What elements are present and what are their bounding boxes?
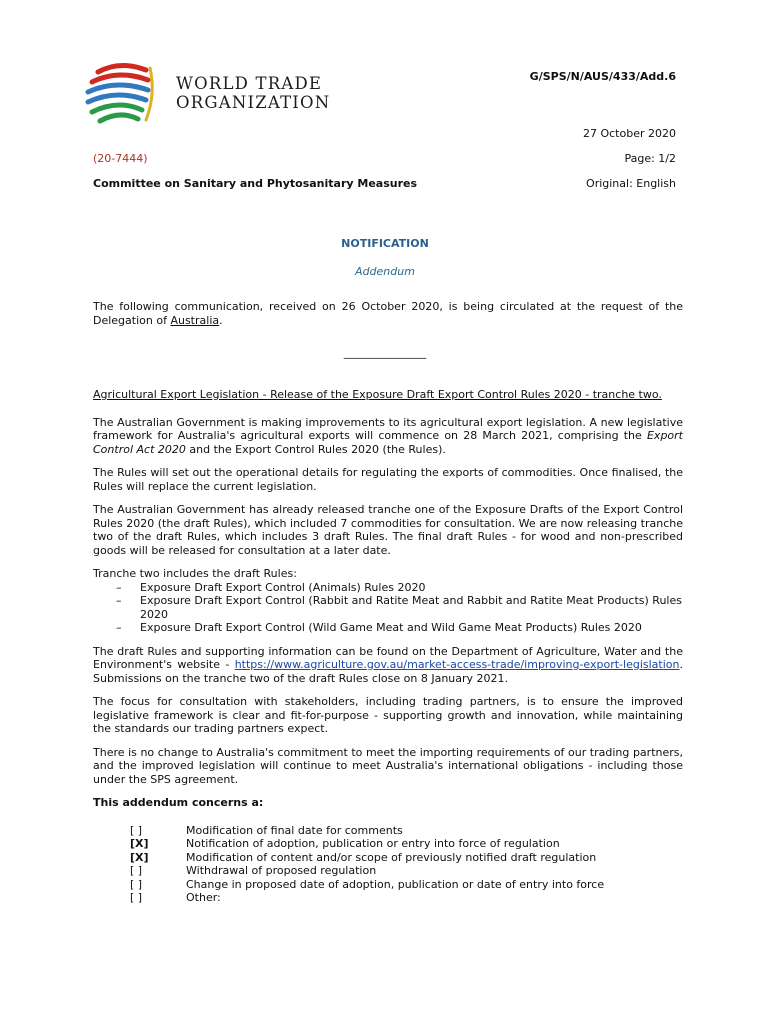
- option-label: Other:: [186, 891, 221, 904]
- body-paragraph-6: There is no change to Australia's commitment to meet the importing requirements of our trading partners, and the improved legislation will continue to meet Australia's international obligations - including those under the SPS agreement.: [93, 745, 683, 786]
- page-indicator: Page: 1/2: [624, 152, 676, 165]
- separator-line: _______________: [343, 346, 427, 359]
- draft-rules-list: [93, 581, 683, 635]
- option-label: Change in proposed date of adoption, publication or date of entry into force: [186, 877, 605, 891]
- addendum-option: [93, 837, 683, 851]
- notification-title: NOTIFICATION: [341, 237, 429, 250]
- para1-text-a: The Australian Government is making improvements to its agricultural export legislation. A new legislative framework for Australia's agricultural exports will commence on 28 March 2021, comprising the: [93, 415, 683, 442]
- intro-text: The following communication, received on 26 October 2020, is being circulated at the request of the Delegation of: [93, 300, 683, 327]
- notification-body: [93, 388, 683, 905]
- option-label: Modification of content and/or scope of previously notified draft regulation: [186, 850, 597, 864]
- addendum-options: [93, 824, 683, 905]
- para1-text-b: and the Export Control Rules 2020 (the Rules).: [185, 442, 446, 456]
- option-label: Modification of final date for comments: [186, 823, 403, 837]
- document-reference: (20-7444): [93, 152, 148, 165]
- list-item: – Exposure Draft Export Control (Rabbit and Ratite Meat and Rabbit and Ratite Meat Products) Rules 2020: [93, 594, 683, 621]
- document-symbol: G/SPS/N/AUS/433/Add.6: [529, 70, 676, 83]
- document-date: 27 October 2020: [582, 127, 676, 140]
- intro-period: .: [219, 313, 223, 327]
- list-item: – Exposure Draft Export Control (Wild Game Meat and Wild Game Meat Products) Rules 2020: [93, 621, 683, 635]
- wto-logo-icon: [84, 58, 164, 128]
- addendum-heading: This addendum concerns a:: [93, 796, 264, 809]
- org-name-line2: ORGANIZATION: [176, 93, 331, 112]
- addendum-option: [93, 851, 683, 865]
- addendum-option: [93, 891, 683, 905]
- body-paragraph-2: The Rules will set out the operational details for regulating the exports of commodities. Once finalised, the Rules will replace the current legislation.: [93, 466, 683, 493]
- para1-italic: Export Control Act 2020: [93, 429, 683, 456]
- addendum-option: [93, 878, 683, 892]
- checkbox-mark: [ ]: [130, 864, 143, 877]
- checkbox-mark: [ ]: [130, 823, 143, 837]
- para4-text-a: The draft Rules and supporting information can be found on the Department of Agriculture, Water and the Environment's website -: [93, 644, 683, 671]
- option-label: Withdrawal of proposed regulation: [186, 864, 377, 877]
- committee-name: Committee on Sanitary and Phytosanitary Measures: [93, 177, 418, 190]
- body-paragraph-5: The focus for consultation with stakeholders, including trading partners, is to ensure the improved legislative framework is clear and fit-for-purpose - supporting growth and innovation, while maintaining the standards our trading partners expect.: [93, 695, 683, 735]
- intro-paragraph: [93, 300, 683, 327]
- org-name-line1: WORLD TRADE: [176, 74, 323, 93]
- org-name: [176, 74, 330, 112]
- body-paragraph-3: The Australian Government has already released tranche one of the Exposure Drafts of the Export Control Rules 2020 (the draft Rules), which included 7 commodities for consultation. We are now releasing tranche two of the draft Rules, which includes 3 draft Rules. The final draft Rules - for wood and non-prescribed goods will be released for consultation at a later date.: [93, 503, 683, 557]
- original-language: Original: English: [586, 177, 676, 190]
- checkbox-mark: [X]: [130, 837, 149, 850]
- intro-country: Australia: [170, 313, 220, 327]
- body-paragraph-1: [93, 416, 683, 457]
- wto-logo: [84, 58, 164, 128]
- checkbox-mark: [ ]: [130, 891, 143, 904]
- list-item: – Exposure Draft Export Control (Animals) Rules 2020: [93, 581, 683, 595]
- agriculture-website-link[interactable]: https://www.agriculture.gov.au/market-access-trade/improving-export-legislation: [234, 658, 680, 671]
- list-intro: Tranche two includes the draft Rules:: [93, 567, 297, 580]
- checkbox-mark: [X]: [130, 850, 149, 864]
- addendum-subtitle: Addendum: [355, 265, 415, 278]
- para4-text-b: . Submissions on the tranche two of the draft Rules close on 8 January 2021.: [93, 658, 683, 685]
- addendum-option: [93, 824, 683, 838]
- body-heading: Agricultural Export Legislation - Release of the Exposure Draft Export Control Rules 2020 - tranche two.: [93, 388, 662, 401]
- checkbox-mark: [ ]: [130, 877, 143, 891]
- addendum-option: [93, 864, 683, 878]
- body-paragraph-4: [93, 645, 683, 686]
- option-label: Notification of adoption, publication or entry into force of regulation: [186, 837, 560, 850]
